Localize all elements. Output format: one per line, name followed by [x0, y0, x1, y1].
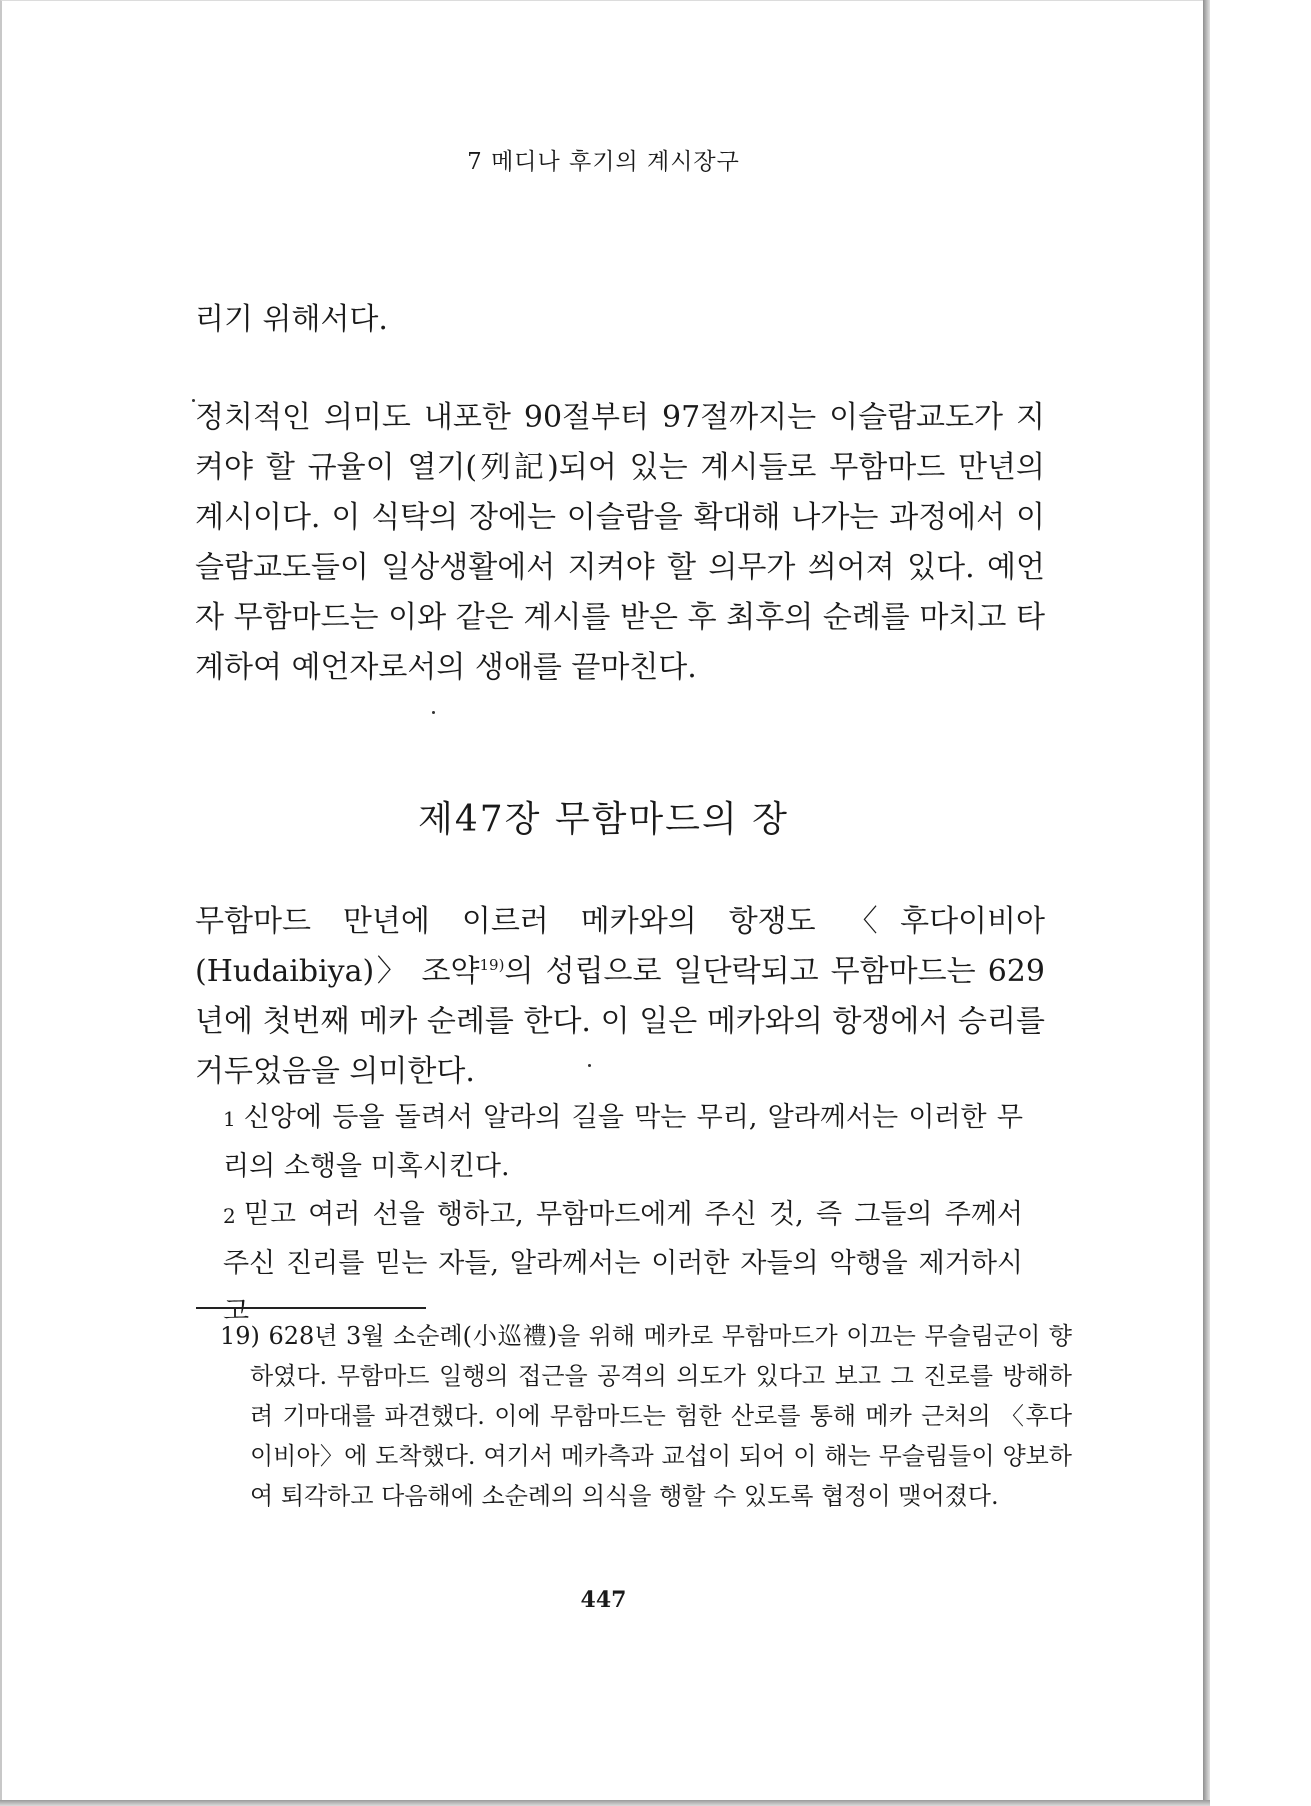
- footnote-text: 628년 3월 소순례(小巡禮)을 위해 메카로 무함마드가 이끄는 무슬림군이 향하였다. 무함마드 일행의 접근을 공격의 의도가 있다고 보고 그 진로를 방해하려 기마대를 파견했다. 이에 무함마드는 험한 산로를 통해 메카 근처의 〈후다이비아〉에 도착했다. 여기서 메카측과 교섭이 되어 이 해는 무슬림들이 양보하여 퇴각하고 다음해에 소순례의 의식을 행할 수 있도록 협정이 맺어졌다.: [250, 1322, 1072, 1510]
- intro-paragraph: [195, 897, 1045, 1097]
- intro-text-after-note: 의 성립으로 일단락되고 무함마드는 629년에 첫번째 메카 순례를 한다. 이 일은 메카와의 항쟁에서 승리를 거두었음을 의미한다.: [195, 954, 1045, 1089]
- verse-number: 2: [223, 1204, 236, 1228]
- verse-text: 믿고 여러 선을 행하고, 무함마드에게 주신 것, 즉 그들의 주께서 주신 진리를 믿는 자들, 알라께서는 이러한 자들의 악행을 제거하시고: [223, 1199, 1023, 1327]
- running-header: 7 메디나 후기의 계시장구: [467, 149, 740, 175]
- scan-speck: [432, 711, 435, 714]
- verse-item: [223, 1094, 1023, 1191]
- verse-text: 신앙에 등을 돌려서 알라의 길을 막는 무리, 알라께서는 이러한 무리의 소행을 미혹시킨다.: [223, 1102, 1023, 1182]
- scan-speck: [588, 1064, 591, 1067]
- footnote: [220, 1316, 1072, 1516]
- verse-number: 1: [223, 1107, 236, 1131]
- intro-text-before-note: 무함마드 만년에 이르러 메카와의 항쟁도 〈후다이비아(Hudaibiya)〉 조약: [195, 904, 1045, 989]
- verse-item: [223, 1191, 1023, 1336]
- verse-list: [223, 1094, 1023, 1336]
- page-number: 447: [580, 1587, 627, 1613]
- page-edge-shadow: [1203, 0, 1210, 1806]
- summary-paragraph: 정치적인 의미도 내포한 90절부터 97절까지는 이슬람교도가 지켜야 할 규율이 열기(列記)되어 있는 계시들로 무함마드 만년의 계시이다. 이 식탁의 장에는 이슬람을 확대해 나가는 과정에서 이슬람교도들이 일상생활에서 지켜야 할 의무가 씌어져 있다. 예언자 무함마드는 이와 같은 계시를 받은 후 최후의 순례를 마치고 타계하여 예언자로서의 생애를 끝마친다.: [195, 400, 1045, 685]
- continuation-paragraph: 리기 위해서다.: [195, 302, 388, 337]
- footnote-reference: 19): [479, 956, 505, 974]
- scan-speck: [192, 399, 195, 402]
- page-bottom-shadow: [0, 1800, 1210, 1806]
- footnote-marker: 19): [220, 1322, 260, 1350]
- chapter-title: 제47장 무함마드의 장: [418, 799, 789, 840]
- footnote-divider: [196, 1307, 426, 1309]
